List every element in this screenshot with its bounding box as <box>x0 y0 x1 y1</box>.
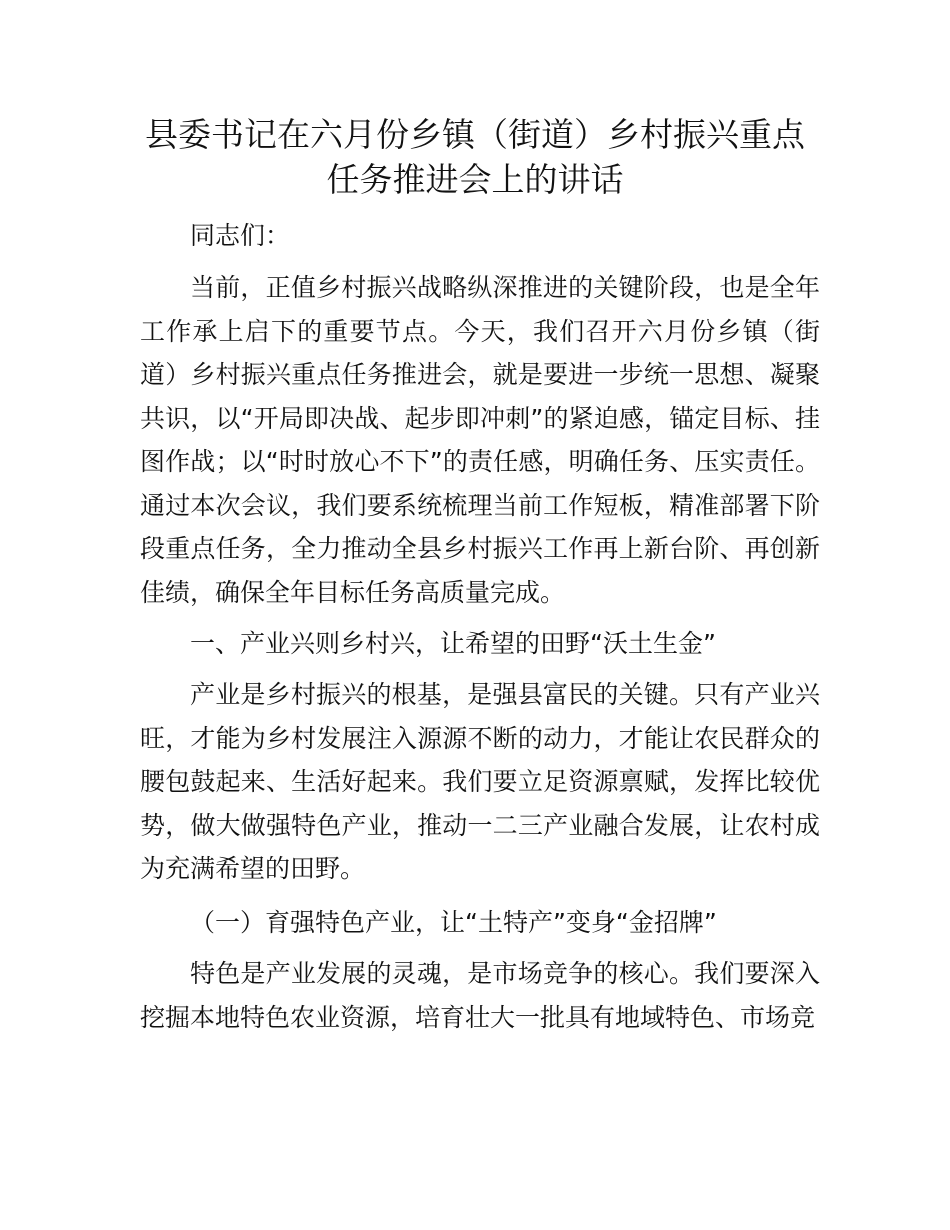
subsection-heading-1: （一）育强特色产业，让“土特产”变身“金招牌” <box>190 908 717 937</box>
section-heading-1: 一、产业兴则乡村兴，让希望的田野“沃土生金” <box>190 629 716 658</box>
document-title-line-1: 县委书记在六月份乡镇（街道）乡村振兴重点 <box>145 115 805 154</box>
document-title-line-2: 任务推进会上的讲话 <box>326 160 624 199</box>
salutation: 同志们： <box>190 221 291 250</box>
paragraph-industry: 产业是乡村振兴的根基，是强县富民的关键。只有产业兴旺，才能为乡村发展注入源源不断的动力，才能让农民群众的腰包鼓起来、生活好起来。我们要立足资源禀赋，发挥比较优势，做大做强特色产业，推动一二三产业融合发展，让农村成为充满希望的田野。 <box>140 680 820 883</box>
paragraph-intro: 当前，正值乡村振兴战略纵深推进的关键阶段，也是全年工作承上启下的重要节点。今天，我们召开六月份乡镇（街道）乡村振兴重点任务推进会，就是要进一步统一思想、凝聚共识，以“开局即决战、起步即冲刺”的紧迫感，锚定目标、挂图作战；以“时时放心不下”的责任感，明确任务、压实责任。通过本次会议，我们要系统梳理当前工作短板，精准部署下阶段重点任务，全力推动全县乡村振兴工作再上新台阶、再创新佳绩，确保全年目标任务高质量完成。 <box>140 273 820 607</box>
paragraph-specialty: 特色是产业发展的灵魂，是市场竞争的核心。我们要深入挖掘本地特色农业资源，培育壮大一批具有地域特色、市场竞 <box>140 959 820 1032</box>
